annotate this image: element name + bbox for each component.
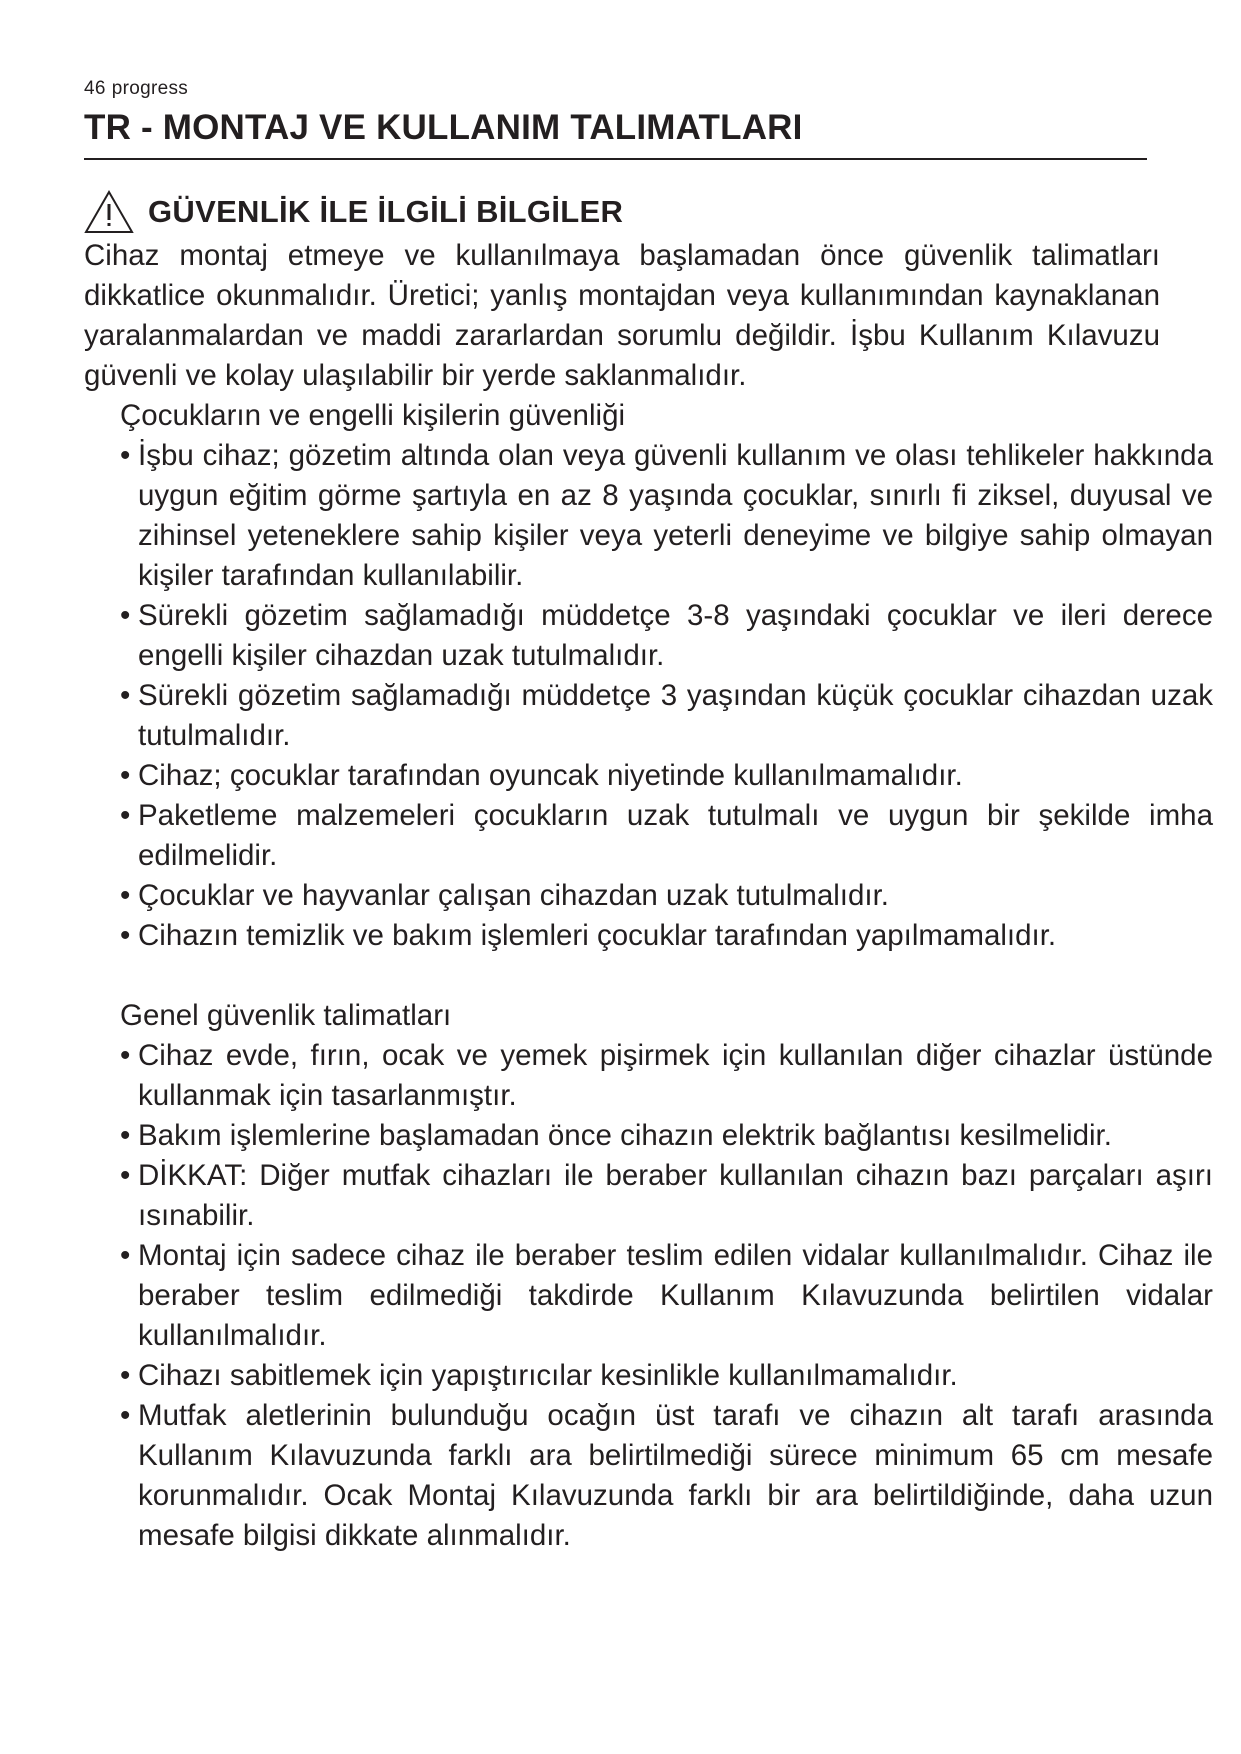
list-item: • Cihaz evde, fırın, ocak ve yemek pişirmek için kullanılan diğer cihazlar üstünde kullanmak için tasarlanmıştır. bbox=[120, 1039, 1213, 1112]
brand-name: progress bbox=[111, 78, 189, 99]
list-item: • Mutfak aletlerinin bulunduğu ocağın üst tarafı ve cihazın alt tarafı arasında Kullanım Kılavuzunda farklı ara belirtilmediği sürece minimum 65 cm mesafe korunmalıdır. Ocak Montaj Kılavuzunda farklı bir ara belirtildiğinde, daha uzun mesafe bilgisi dikkate alınmalıdır. bbox=[120, 1399, 1213, 1552]
list-item: • Sürekli gözetim sağlamadığı müddetçe 3 yaşından küçük çocuklar cihazdan uzak tutulmalıdır. bbox=[120, 679, 1213, 752]
document-title: TR - MONTAJ VE KULLANIM TALIMATLARI bbox=[84, 108, 1147, 160]
list-item: • Sürekli gözetim sağlamadığı müddetçe 3-8 yaşındaki çocuklar ve ileri derece engelli kişiler cihazdan uzak tutulmalıdır. bbox=[120, 599, 1213, 672]
list-item: • Cihazın temizlik ve bakım işlemleri çocuklar tarafından yapılmamalıdır. bbox=[120, 919, 1057, 952]
general-safety-heading: Genel güvenlik talimatları bbox=[120, 999, 452, 1032]
list-item: • Montaj için sadece cihaz ile beraber teslim edilen vidalar kullanılmalıdır. Cihaz ile beraber teslim edilmediği takdirde Kullanım Kılavuzunda belirtilen vidalar kullanılmalıdır. bbox=[120, 1239, 1213, 1352]
manual-page bbox=[84, 78, 1213, 1556]
safety-section-header bbox=[84, 190, 1194, 234]
children-safety-heading: Çocukların ve engelli kişilerin güvenliği bbox=[120, 399, 626, 432]
list-item: • Cihaz; çocuklar tarafından oyuncak niyetinde kullanılmamalıdır. bbox=[120, 759, 963, 792]
list-item: • DİKKAT: Diğer mutfak cihazları ile beraber kullanılan cihazın bazı parçaları aşırı ısınabilir. bbox=[120, 1159, 1213, 1232]
list-item: • İşbu cihaz; gözetim altında olan veya güvenli kullanım ve olası tehlikeler hakkında uygun eğitim görme şartıyla en az 8 yaşında çocuklar, sınırlı fi ziksel, duyusal ve zihinsel yeteneklere sahip kişiler veya yeterli deneyime ve bilgiye sahip olmayan kişiler tarafından kullanılabilir. bbox=[120, 439, 1213, 592]
children-safety-list bbox=[84, 436, 1213, 956]
list-item: • Bakım işlemlerine başlamadan önce cihazın elektrik bağlantısı kesilmelidir. bbox=[120, 1119, 1112, 1152]
list-item: • Cihazı sabitlemek için yapıştırıcılar kesinlikle kullanılmamalıdır. bbox=[120, 1359, 958, 1392]
list-item: • Paketleme malzemeleri çocukların uzak tutulmalı ve uygun bir şekilde imha edilmelidir. bbox=[120, 799, 1213, 872]
warning-triangle-icon bbox=[84, 190, 134, 234]
section-title: GÜVENLİK İLE İLGİLİ BİLGİLER bbox=[148, 194, 624, 229]
intro-paragraph: Cihaz montaj etmeye ve kullanılmaya başlamadan önce güvenlik talimatları dikkatlice okunmalıdır. Üretici; yanlış montajdan veya kullanımından kaynaklanan yaralanmalardan ve maddi zararlardan sorumlu değildir. İşbu Kullanım Kılavuzu güvenli ve kolay ulaşılabilir bir yerde saklanmalıdır. bbox=[84, 239, 1160, 392]
running-header bbox=[84, 78, 1194, 100]
list-item: • Çocuklar ve hayvanlar çalışan cihazdan uzak tutulmalıdır. bbox=[120, 879, 889, 912]
general-safety-list bbox=[84, 1036, 1213, 1556]
page-number: 46 bbox=[84, 78, 106, 99]
